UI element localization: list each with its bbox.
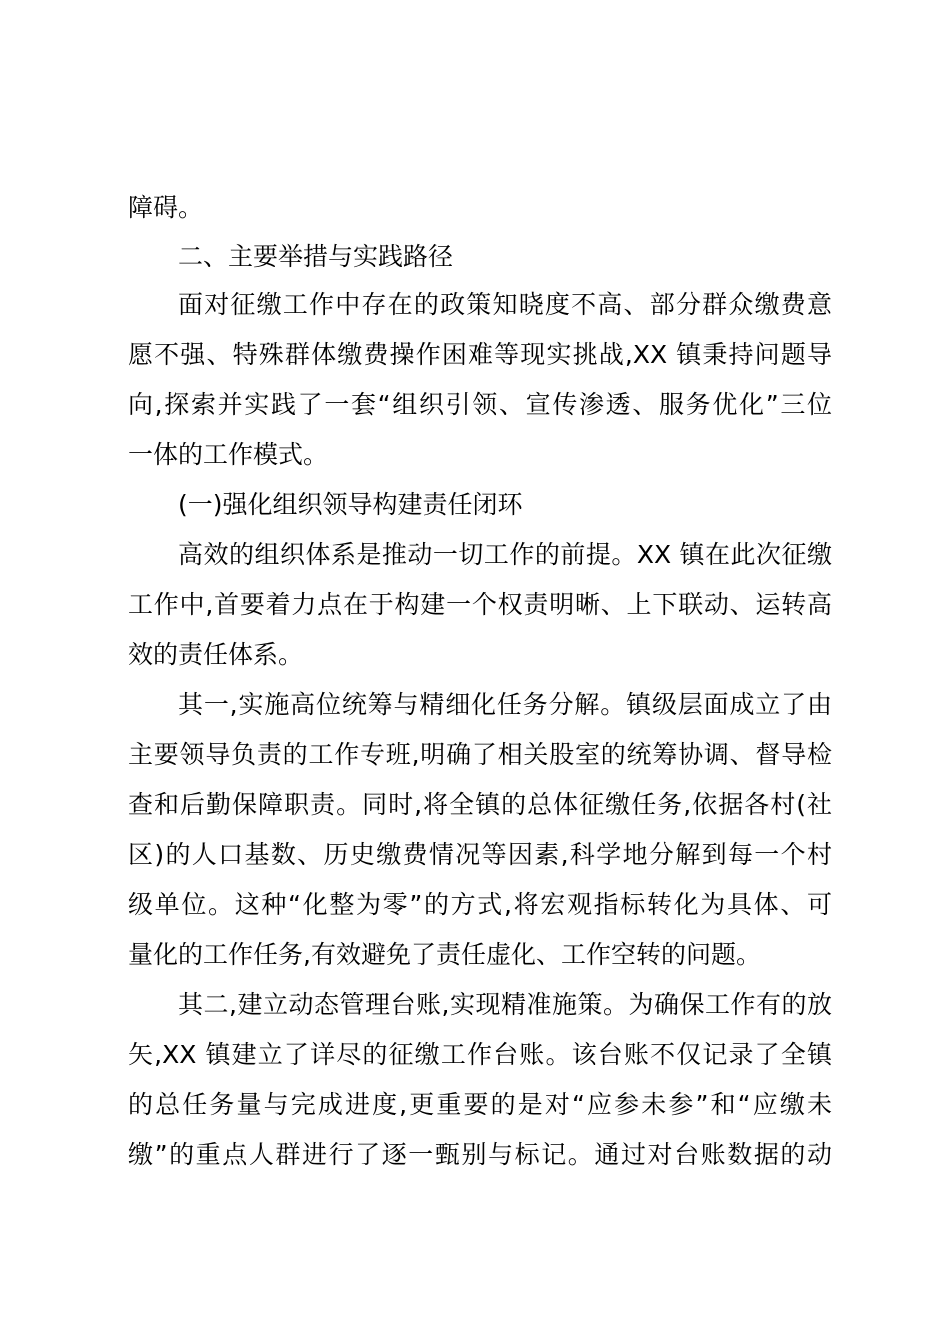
paragraph-3-line-6: 量化的工作任务,有效避免了责任虚化、工作空转的问题。	[128, 940, 761, 969]
paragraph-2-line-2: 工作中,首要着力点在于构建一个权责明晰、上下联动、运转高	[128, 590, 832, 619]
paragraph-2-line-3: 效的责任体系。	[128, 640, 304, 669]
paragraph-3-line-5: 级单位。这种“化整为零”的方式,将宏观指标转化为具体、可	[128, 890, 832, 919]
section-heading: 二、主要举措与实践路径	[178, 242, 454, 271]
paragraph-3-line-4: 区)的人口基数、历史缴费情况等因素,科学地分解到每一个村	[128, 840, 832, 869]
subsection-heading: (一)强化组织领导构建责任闭环	[178, 490, 523, 519]
paragraph-2-line-1: 高效的组织体系是推动一切工作的前提。XX 镇在此次征缴	[178, 540, 832, 569]
paragraph-3-line-2: 主要领导负责的工作专班,明确了相关股室的统筹协调、督导检	[128, 740, 832, 769]
paragraph-1-line-2: 愿不强、特殊群体缴费操作困难等现实挑战,XX 镇秉持问题导	[128, 340, 832, 369]
paragraph-4-line-1: 其二,建立动态管理台账,实现精准施策。为确保工作有的放	[178, 990, 832, 1019]
paragraph-end-line: 障碍。	[128, 193, 204, 222]
paragraph-1-line-1: 面对征缴工作中存在的政策知晓度不高、部分群众缴费意	[178, 290, 832, 319]
paragraph-1-line-4: 一体的工作模式。	[128, 440, 329, 469]
paragraph-4-line-3: 的总任务量与完成进度,更重要的是对“应参未参”和“应缴未	[128, 1090, 832, 1119]
paragraph-3-line-3: 查和后勤保障职责。同时,将全镇的总体征缴任务,依据各村(社	[128, 790, 832, 819]
paragraph-1-line-3: 向,探索并实践了一套“组织引领、宣传渗透、服务优化”三位	[128, 390, 832, 419]
paragraph-4-line-2: 矢,XX 镇建立了详尽的征缴工作台账。该台账不仅记录了全镇	[128, 1040, 832, 1069]
paragraph-4-line-4: 缴”的重点人群进行了逐一甄别与标记。通过对台账数据的动	[128, 1140, 832, 1169]
paragraph-3-line-1: 其一,实施高位统筹与精细化任务分解。镇级层面成立了由	[178, 690, 832, 719]
